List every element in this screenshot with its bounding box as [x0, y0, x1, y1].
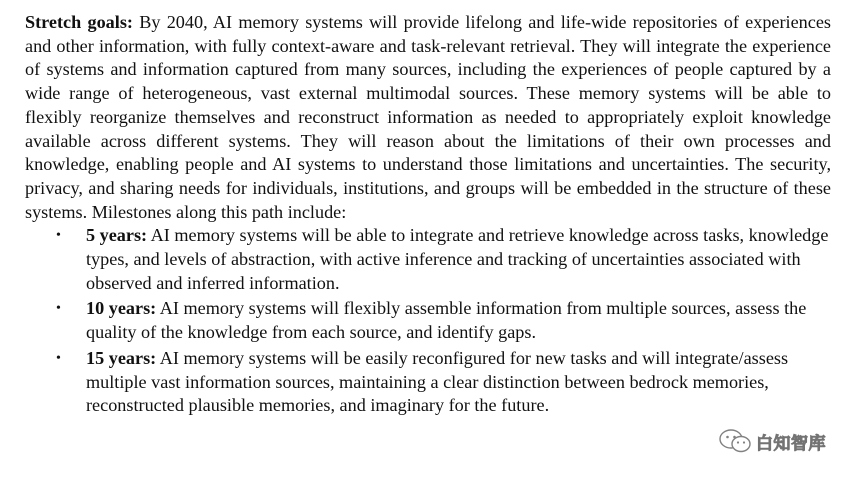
bullet-marker: • — [56, 228, 61, 244]
milestone-item-15-years — [25, 347, 831, 418]
stretch-goals-heading: Stretch goals: — [25, 12, 133, 32]
watermark-text: 白知智库 — [756, 433, 826, 454]
milestone-item-10-years — [25, 297, 831, 344]
milestone-year: 10 years: — [86, 298, 157, 319]
milestone-item-5-years — [25, 224, 831, 295]
milestone-year: 15 years: — [86, 347, 157, 368]
milestone-list — [25, 224, 831, 418]
stretch-goals-paragraph — [25, 11, 831, 224]
milestone-text: AI memory systems will be easily reconfigured for new tasks and will integrate/assess multiple vast information sources, maintaining a clear distinction between bedrock memories, reconstructed plausible memories, and imaginary for the future. — [86, 347, 789, 416]
bullet-marker: • — [56, 301, 61, 317]
wechat-icon — [718, 428, 752, 454]
document-body — [25, 11, 831, 418]
watermark — [718, 428, 826, 454]
milestone-text: AI memory systems will flexibly assemble information from multiple sources, assess the quality of the knowledge from each source, and identify gaps. — [86, 298, 807, 343]
milestone-text: AI memory systems will be able to integrate and retrieve knowledge across tasks, knowledge types, and levels of abstraction, with active inference and tracking of uncertainties associated with observed and inferred information. — [86, 225, 829, 293]
stretch-goals-text: By 2040, AI memory systems will provide lifelong and life-wide repositories of experiences and other information, with fully context-aware and task-relevant retrieval. They will integrate the experience of systems and information captured from many sources, including the experiences of people captured by a wide range of heterogeneous, vast external multimodal sources. These memory systems will be able to flexibly reorganize themselves and reconstruct information as needed to appropriately exploit knowledge available across different systems. They will reason about the limitations of their own processes and knowledge, enabling people and AI systems to understand those limitations and uncertainties. The security, privacy, and sharing needs for individuals, institutions, and groups will be embedded in the structure of these systems. Milestones along this path include: — [25, 12, 831, 222]
bullet-marker: • — [56, 350, 61, 366]
milestone-year: 5 years: — [86, 225, 148, 246]
